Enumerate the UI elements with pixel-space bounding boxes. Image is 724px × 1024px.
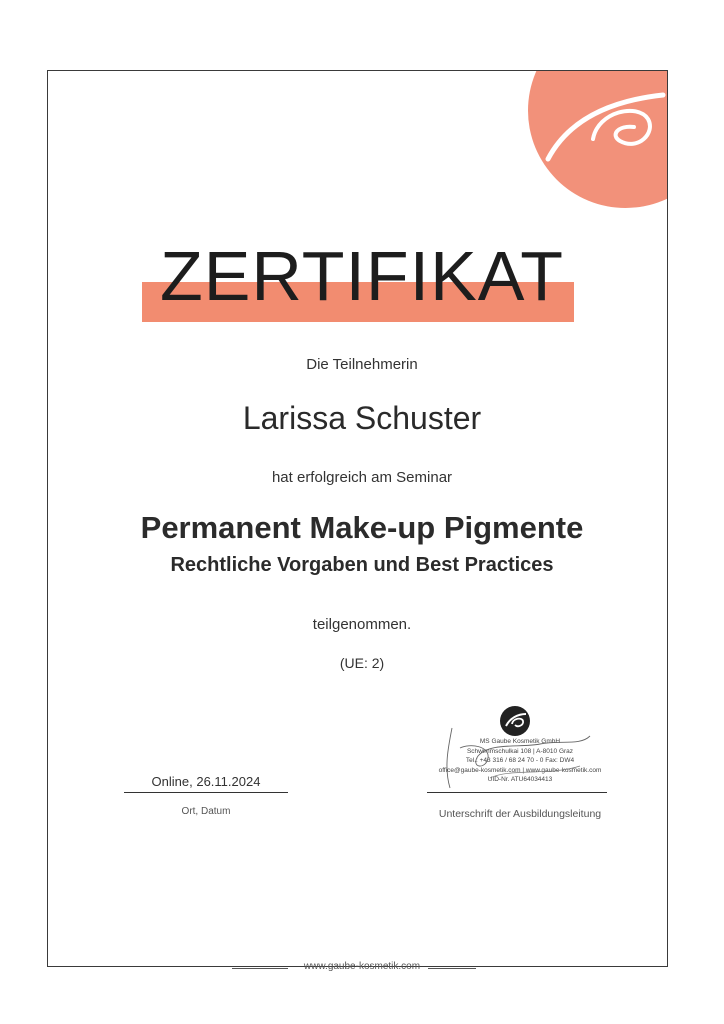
participant-name: Larissa Schuster bbox=[242, 400, 482, 436]
footer-website: www.gaube-kosmetik.com bbox=[303, 961, 421, 972]
course-title: Permanent Make-up Pigmente bbox=[140, 510, 584, 545]
certificate-title: ZERTIFIKAT bbox=[159, 237, 565, 315]
stamp-address: Schwimmschulkai 108 | A-8010 Graz bbox=[466, 747, 574, 755]
signature-label: Unterschrift der Ausbildungsleitung bbox=[438, 808, 602, 820]
stamp-uid: UID-Nr. ATU64034413 bbox=[487, 776, 553, 783]
course-subtitle: Rechtliche Vorgaben und Best Practices bbox=[170, 554, 554, 576]
gaube-swirl-logo-icon bbox=[538, 81, 668, 181]
completion-text: teilgenommen. bbox=[312, 616, 412, 633]
place-date-label: Ort, Datum bbox=[181, 806, 231, 817]
handwritten-signature bbox=[430, 718, 610, 798]
place-date-value: Online, 26.11.2024 bbox=[151, 774, 261, 789]
seminar-intro-text: hat erfolgreich am Seminar bbox=[271, 469, 453, 486]
signature-line bbox=[427, 792, 607, 793]
stamp-company: MS Gaube Kosmetik GmbH bbox=[479, 738, 561, 745]
teaching-units: (UE: 2) bbox=[339, 655, 385, 671]
stamp-contact: office@gaube-kosmetik.com | www.gaube-kosmetik.com bbox=[438, 766, 602, 774]
intro-text: Die Teilnehmerin bbox=[306, 356, 418, 373]
stamp-phone: Tel.: +43 316 / 68 24 70 - 0 Fax: DW4 bbox=[465, 757, 575, 764]
place-date-line bbox=[124, 792, 288, 793]
